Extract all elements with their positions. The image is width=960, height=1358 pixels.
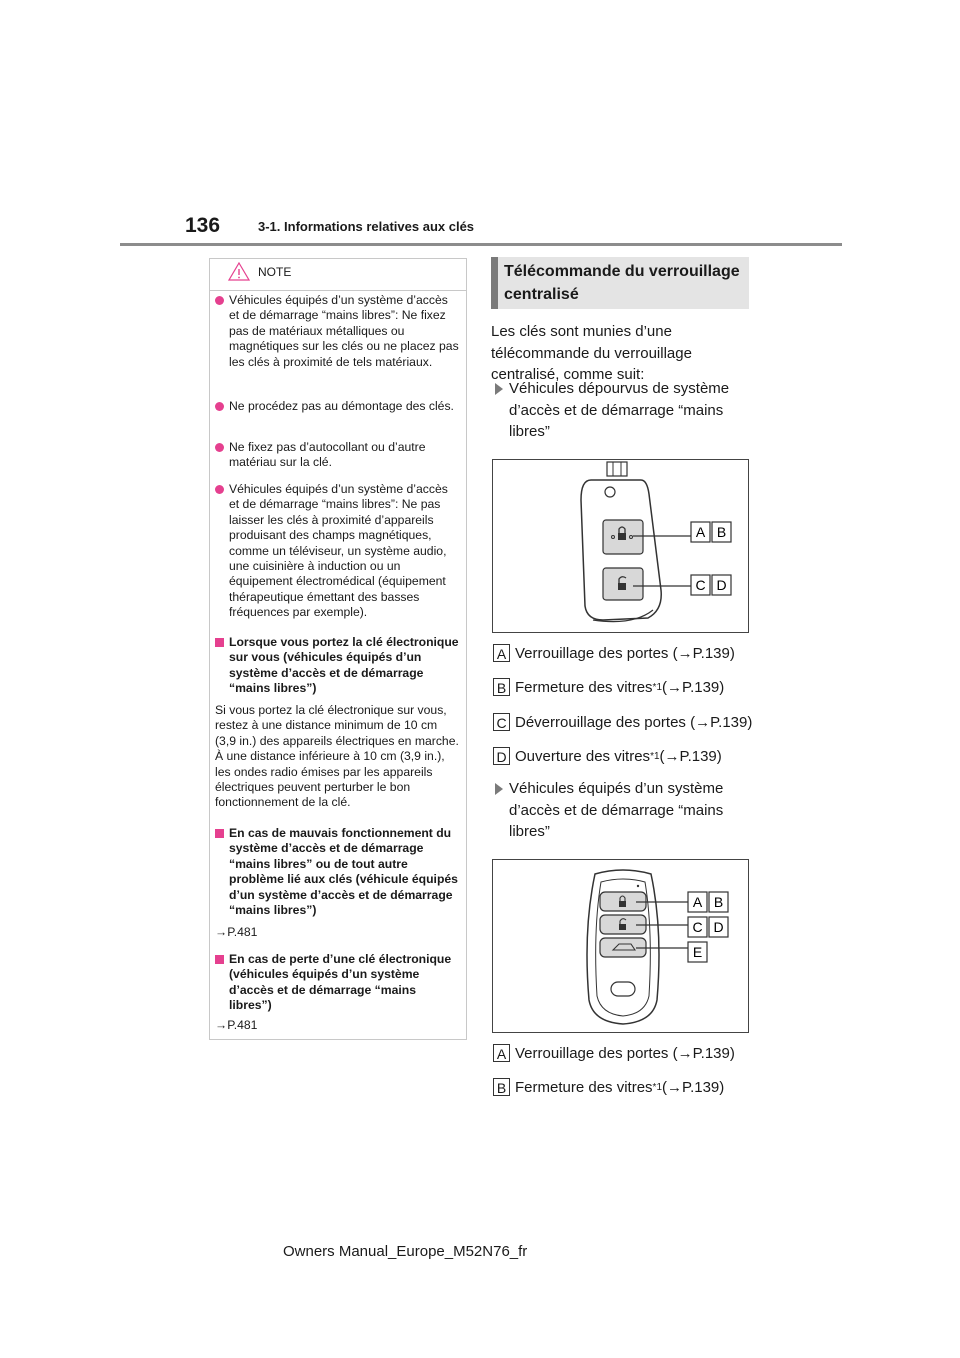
legend-ref: (→P.139) xyxy=(662,1078,725,1096)
smart-key-illustration xyxy=(493,860,748,1032)
key-figure-1 xyxy=(492,459,749,633)
legend-text: Ouverture des vitres xyxy=(515,747,651,765)
footnote-mark: *1 xyxy=(650,750,660,762)
variant-heading: Véhicules équipés d’un système d’accès et de démarrage “mains libres” xyxy=(495,778,745,843)
triangle-bullet-icon xyxy=(495,383,503,395)
variant-heading: Véhicules dépourvus de système d’accès et de démarrage “mains libres” xyxy=(495,378,745,443)
note-item: Véhicules équipés d’un système d’accès et de démarrage “mains libres”: Ne fixez pas de matériaux métalliques ou magnétiques sur les clés ou ne placez pas les clés à proximité de tels matériaux. xyxy=(215,293,461,370)
bullet-dot-icon xyxy=(215,402,224,411)
figure-label: D xyxy=(713,919,724,935)
page-number: 136 xyxy=(185,214,221,237)
legend-ref: (→P.139) xyxy=(662,678,725,696)
note-subheading: Lorsque vous portez la clé électronique sur vous (véhicules équipés d’un système d’accès et de démarrage “mains libres”) xyxy=(215,635,461,697)
figure-label: A xyxy=(695,524,706,540)
legend-item xyxy=(493,713,752,731)
legend-letter: B xyxy=(493,678,510,696)
figure-label: C xyxy=(695,577,706,593)
note-paragraph: Si vous portez la clé électronique sur vous, restez à une distance minimum de 10 cm (3,9 in.) des appareils électriques en marche. À une distance inférieure à 10 cm (3,9 in.), les ondes radio émises par les appareils électriques peuvent perturber le bon fonctionnement de la clé. xyxy=(215,703,459,810)
square-bullet-icon xyxy=(215,955,224,964)
legend-item xyxy=(493,678,724,696)
legend-letter: A xyxy=(493,1044,510,1062)
legend-letter: B xyxy=(493,1078,510,1096)
legend-text: Verrouillage des portes (→P.139) xyxy=(515,1044,735,1062)
legend-item xyxy=(493,1078,724,1096)
legend-item xyxy=(493,747,722,765)
note-ref: →P.481 xyxy=(215,1018,258,1032)
flip-key-illustration xyxy=(493,460,748,632)
square-bullet-icon xyxy=(215,829,224,838)
legend-item xyxy=(493,1044,735,1062)
note-divider xyxy=(210,290,466,291)
note-title: NOTE xyxy=(258,264,292,279)
note-item: Ne fixez pas d’autocollant ou d’autre matériau sur la clé. xyxy=(215,440,461,471)
footer-doc-id: Owners Manual_Europe_M52N76_fr xyxy=(283,1243,528,1260)
section-header: 3-1. Informations relatives aux clés xyxy=(258,219,475,234)
legend-letter: A xyxy=(493,644,510,662)
bullet-dot-icon xyxy=(215,443,224,452)
footnote-mark: *1 xyxy=(652,681,662,693)
legend-letter: C xyxy=(493,713,510,731)
legend-ref: (→P.139) xyxy=(659,747,722,765)
warning-triangle-icon xyxy=(228,262,250,281)
note-subheading: En cas de mauvais fonctionnement du système d’accès et de démarrage “mains libres” ou de tout autre problème lié aux clés (véhicule équipés d’un système d’accès et de démarrage “mains libres”) xyxy=(215,826,461,918)
note-item: Véhicules équipés d’un système d’accès et de démarrage “mains libres”: Ne pas laisser les clés à proximité d’appareils produisant des champs magnétiques, comme un téléviseur, un système audio, une cuisinière à induction ou un équipement électromédical (équipement thérapeutique émettant des basses fréquences par exemple). xyxy=(215,482,461,621)
legend-item xyxy=(493,644,735,662)
footnote-mark: *1 xyxy=(652,1081,662,1093)
note-subheading: En cas de perte d’une clé électronique (véhicules équipés d’un système d’accès et de démarrage “mains libres”) xyxy=(215,952,461,1014)
note-item: Ne procédez pas au démontage des clés. xyxy=(215,399,461,414)
section-title: Télécommande du verrouillage centralisé xyxy=(504,263,740,303)
figure-label: B xyxy=(713,894,724,910)
legend-letter: D xyxy=(493,747,510,765)
header-divider xyxy=(120,243,842,246)
legend-text: Fermeture des vitres xyxy=(515,1078,653,1096)
note-heading xyxy=(228,262,291,281)
legend-text: Verrouillage des portes (→P.139) xyxy=(515,644,735,662)
figure-label: D xyxy=(716,577,727,593)
legend-text: Déverrouillage des portes (→P.139) xyxy=(515,713,753,731)
figure-label: C xyxy=(692,919,703,935)
key-figure-2 xyxy=(492,859,749,1033)
triangle-bullet-icon xyxy=(495,783,503,795)
intro-paragraph: Les clés sont munies d’une télécommande du verrouillage centralisé, comme suit: xyxy=(491,323,692,383)
figure-label: A xyxy=(692,894,703,910)
figure-label: E xyxy=(692,944,703,960)
legend-text: Fermeture des vitres xyxy=(515,678,653,696)
bullet-dot-icon xyxy=(215,296,224,305)
square-bullet-icon xyxy=(215,638,224,647)
bullet-dot-icon xyxy=(215,485,224,494)
figure-label: B xyxy=(716,524,727,540)
note-ref: →P.481 xyxy=(215,925,258,939)
